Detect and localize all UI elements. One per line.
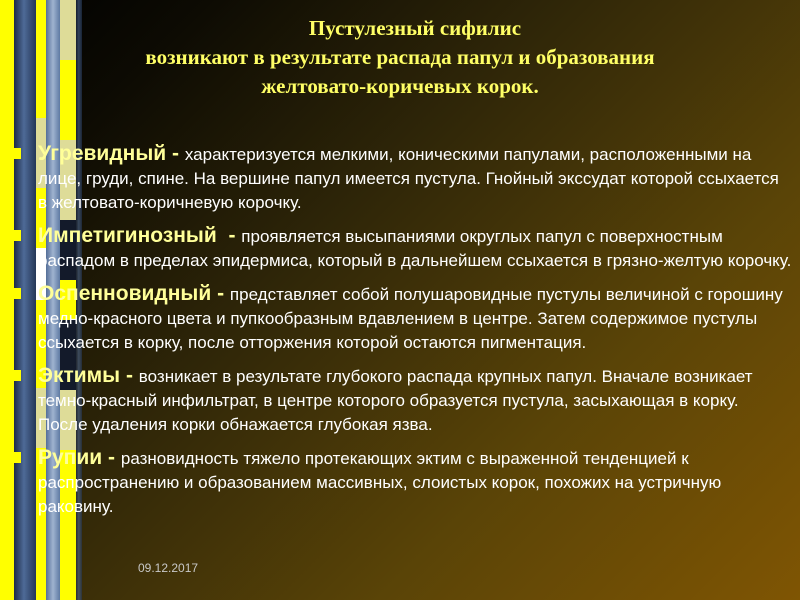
bullet-term: Импетигинозный: [38, 224, 217, 247]
bullet-term: Эктимы: [38, 364, 121, 387]
bullet-text: [38, 282, 792, 355]
title-line: желтовато-коричевых корок.: [261, 74, 539, 98]
bullet-separator: -: [120, 364, 139, 387]
bullet-item: [8, 142, 792, 215]
stripe-segment: [36, 0, 46, 118]
bullet-separator: -: [211, 282, 230, 305]
bullet-term: Рупии: [38, 446, 103, 469]
bullet-item: [8, 446, 792, 519]
square-bullet-icon: [10, 370, 21, 381]
bullet-description: представляет собой полушаровидные пустулы величиной с горошину медно-красного цвета и пупкообразным вдавлением в центре. Затем содержимое пустулы ссыхается в корку, после отторжения которой остаются пигментация.: [38, 285, 783, 352]
bullet-item: [8, 364, 792, 437]
bullet-term: Оспенновидный: [38, 282, 212, 305]
bullet-description: возникает в результате глубокого распада крупных папул. Вначале возникает темно-красный инфильтрат, в центре которого образуется пустула, засыхающая в корку. После удаления корки обнажается глубокая язва.: [38, 367, 753, 434]
bullet-separator: -: [216, 224, 242, 247]
title-line: возникают в результате распада папул и образования: [145, 45, 655, 69]
bullet-text: [38, 142, 792, 215]
square-bullet-icon: [10, 230, 21, 241]
bullet-text: [38, 364, 792, 437]
slide-title: [50, 14, 750, 101]
bullet-description: характеризуется мелкими, коническими папулами, расположенными на лице, груди, спине. На вершине папул имеется пустула. Гнойный экссудат которой ссыхается в желтовато-коричневую корочку.: [38, 145, 779, 212]
bullet-separator: -: [166, 142, 185, 165]
square-bullet-icon: [10, 288, 21, 299]
title-line: Пустулезный сифилис: [308, 16, 522, 40]
bullet-text: [38, 224, 792, 273]
bullet-term: Угревидный: [38, 142, 167, 165]
bullet-description: проявляется высыпаниями округлых папул с поверхностным распадом в пределах эпидермиса, который в дальнейшем ссыхается в грязно-желтую корочку.: [38, 227, 792, 270]
bullet-text: [38, 446, 792, 519]
bullet-item: [8, 224, 792, 273]
bullet-item: [8, 282, 792, 355]
bullet-separator: -: [102, 446, 121, 469]
footer-date: 09.12.2017: [138, 561, 199, 575]
bullet-list: [8, 142, 792, 528]
square-bullet-icon: [10, 452, 21, 463]
square-bullet-icon: [10, 148, 21, 159]
bullet-description: разновидность тяжело протекающих эктим с выраженной тенденцией к распространению и образованием массивных, слоистых корок, похожих на устричную раковину.: [38, 449, 722, 516]
